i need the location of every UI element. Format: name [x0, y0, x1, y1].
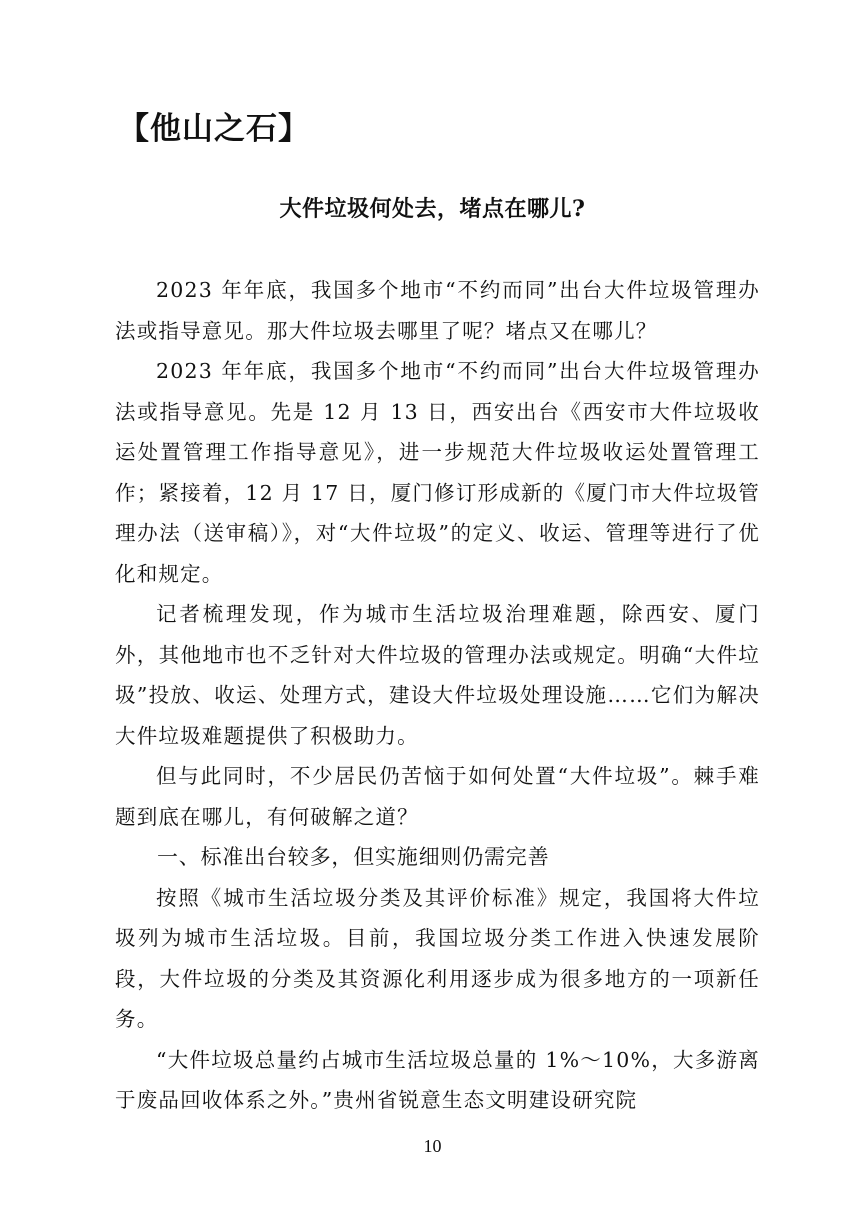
- paragraph: 记者梳理发现，作为城市生活垃圾治理难题，除西安、厦门外，其他地市也不乏针对大件垃圾的管理办法或规定。明确“大件垃圾”投放、收运、处理方式，建设大件垃圾处理设施……它们为解决大件垃圾难题提供了积极助力。: [115, 602, 760, 748]
- subheading: 一、标准出台较多，但实施细则仍需完善: [157, 845, 550, 869]
- page-number: 10: [423, 1136, 442, 1156]
- paragraph: “大件垃圾总量约占城市生活垃圾总量的 1%～10%，大多游离于废品回收体系之外。”贵州省锐意生态文明建设研究院: [115, 1047, 760, 1112]
- paragraph: 但与此同时，不少居民仍苦恼于如何处置“大件垃圾”。棘手难题到底在哪儿，有何破解之道？: [115, 764, 760, 829]
- paragraph: 按照《城市生活垃圾分类及其评价标准》规定，我国将大件垃圾列为城市生活垃圾。目前，我国垃圾分类工作进入快速发展阶段，大件垃圾的分类及其资源化利用逐步成为很多地方的一项新任务。: [115, 885, 760, 1031]
- paragraph: 2023 年年底，我国多个地市“不约而同”出台大件垃圾管理办法或指导意见。先是 12 月 13 日，西安出台《西安市大件垃圾收运处置管理工作指导意见》，进一步规范大件垃圾收运处置管理工作；紧接着，12 月 17 日，厦门修订形成新的《厦门市大件垃圾管理办法（送审稿）》，对“大件垃圾”的定义、收运、管理等进行了优化和规定。: [115, 359, 760, 586]
- section-tag: 【他山之石】: [118, 111, 310, 147]
- article-body: [115, 270, 760, 1121]
- paragraph: 2023 年年底，我国多个地市“不约而同”出台大件垃圾管理办法或指导意见。那大件垃圾去哪里了呢？堵点又在哪儿？: [115, 278, 760, 343]
- article-title: 大件垃圾何处去，堵点在哪儿?: [279, 196, 586, 222]
